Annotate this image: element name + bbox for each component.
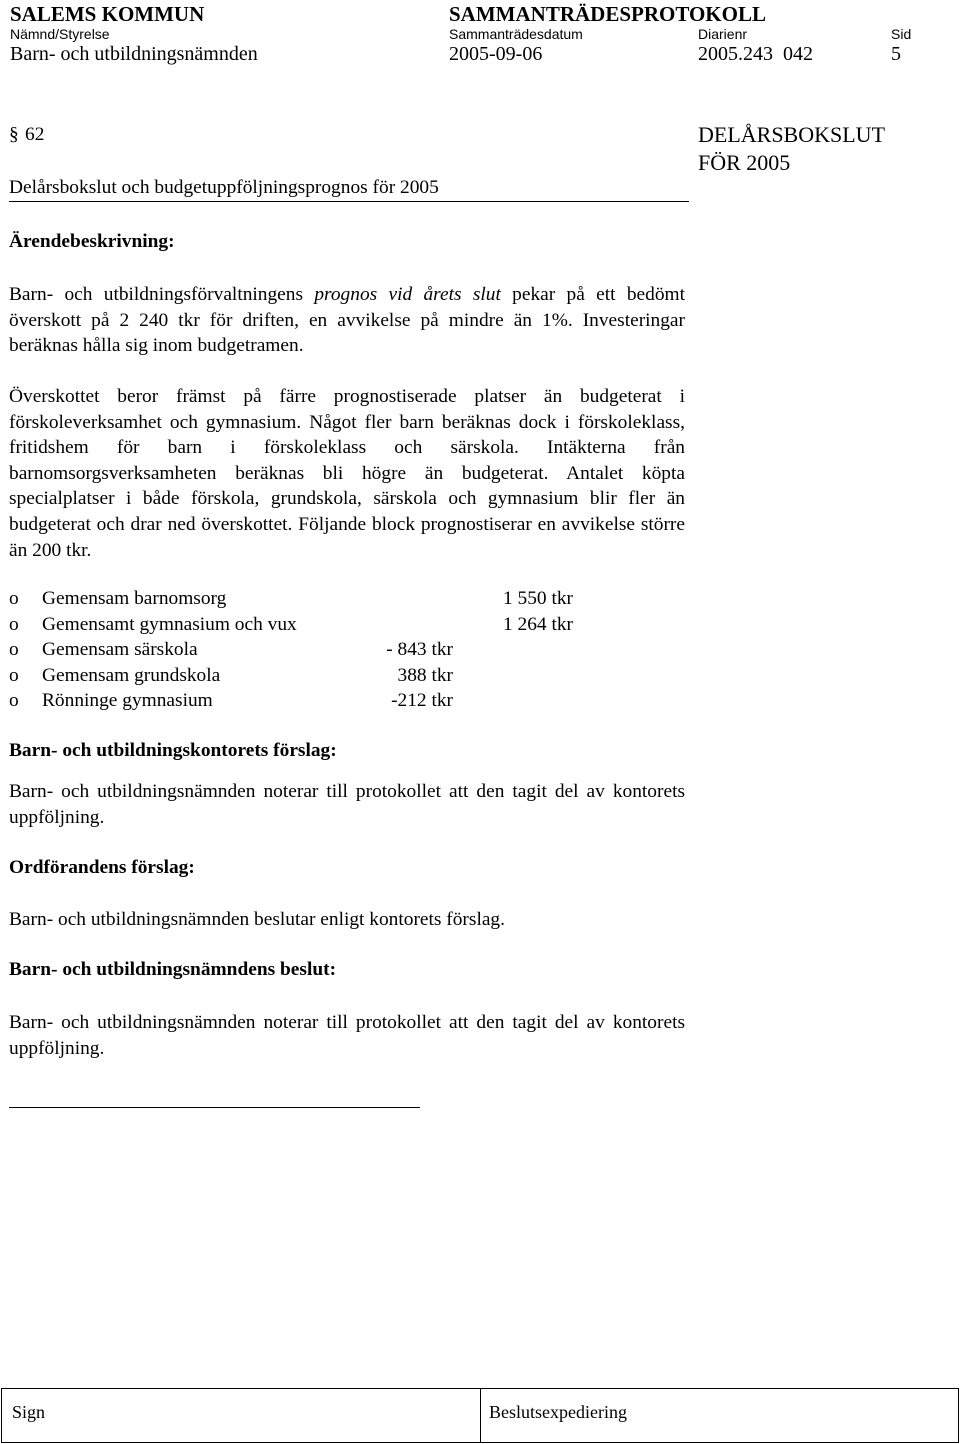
section-title: Delårsbokslut och budgetuppföljningsprognos för 2005 [9,177,439,198]
p1-text-italic: prognos vid årets slut [314,284,501,305]
p1-text-after: pekar på ett bedömt överskott på 2 240 tkr för driften, en avvikelse på mindre än 1%. Investeringar beräknas hålla sig inom budgetramen. [9,284,685,357]
title-underline [9,201,689,202]
block-marker: o [9,665,19,686]
block-amount: -212 tkr [391,690,453,711]
committee-name: Barn- och utbildningsnämnden [10,43,258,65]
section-number: 62 [25,124,45,145]
block-amount: 388 tkr [397,665,453,686]
org-name: SALEMS KOMMUN [10,2,205,26]
block-name: Rönninge gymnasium [42,690,213,711]
document-type: SAMMANTRÄDESPROTOKOLL [449,2,766,26]
sid-label: Sid [891,26,912,42]
block-marker: o [9,614,19,635]
block-name: Gemensam grundskola [42,665,221,686]
block-amount: 1 264 tkr [502,614,573,635]
side-title-line1: DELÅRSBOKSLUT [698,122,886,147]
block-name: Gemensam särskola [42,639,198,660]
decision-heading: Barn- och utbildningsnämndens beslut: [9,959,337,980]
description-heading: Ärendebeskrivning: [9,231,175,252]
diarienr-label: Diarienr [698,26,748,42]
side-title-line2: FÖR 2005 [698,150,791,175]
date-label: Sammanträdesdatum [449,26,583,42]
block-marker: o [9,639,19,660]
office-proposal-text: Barn- och utbildningsnämnden noterar till protokollet att den tagit del av kontorets uppföljning. [9,781,685,828]
chair-proposal-heading: Ordförandens förslag: [9,857,195,878]
description-paragraph-2: Överskottet beror främst på färre prognostiserade platser än budgeterat i förskoleverksamhet och gymnasium. Något fler barn beräknas dock i förskoleklass, fritidshem för barn i förskoleklass och särskola. Intäkterna från barnomsorgsverksamheten beräknas bli högre än budgeterat. Antalet köpta specialplatser i både förskola, grundskola, särskola och gymnasium blir fler än budgeterat och drar ned överskottet. Följande block prognostiserar en avvikelse större än 200 tkr. [9,386,685,561]
office-proposal-heading: Barn- och utbildningskontorets förslag: [9,740,337,761]
block-amount: 1 550 tkr [502,588,573,609]
section-symbol: § [9,124,19,145]
chair-proposal-text: Barn- och utbildningsnämnden beslutar enligt kontorets förslag. [9,909,505,930]
committee-label: Nämnd/Styrelse [10,26,110,42]
block-marker: o [9,588,19,609]
block-name: Gemensamt gymnasium och vux [42,614,297,635]
sign-label: Sign [12,1402,46,1422]
decision-text: Barn- och utbildningsnämnden noterar till protokollet att den tagit del av kontorets uppföljning. [9,1012,685,1059]
expedition-label: Beslutsexpediering [489,1402,627,1422]
signature-line [9,1107,420,1108]
p1-text-before: Barn- och utbildningsförvaltningens [9,284,315,305]
description-paragraph-1 [9,282,685,359]
page-number: 5 [891,43,901,65]
diarienr-value: 2005.243 042 [698,43,813,65]
footer-divider [480,1388,481,1443]
meeting-date: 2005-09-06 [449,43,543,65]
block-amount: - 843 tkr [386,639,453,660]
block-marker: o [9,690,19,711]
block-name: Gemensam barnomsorg [42,588,227,609]
